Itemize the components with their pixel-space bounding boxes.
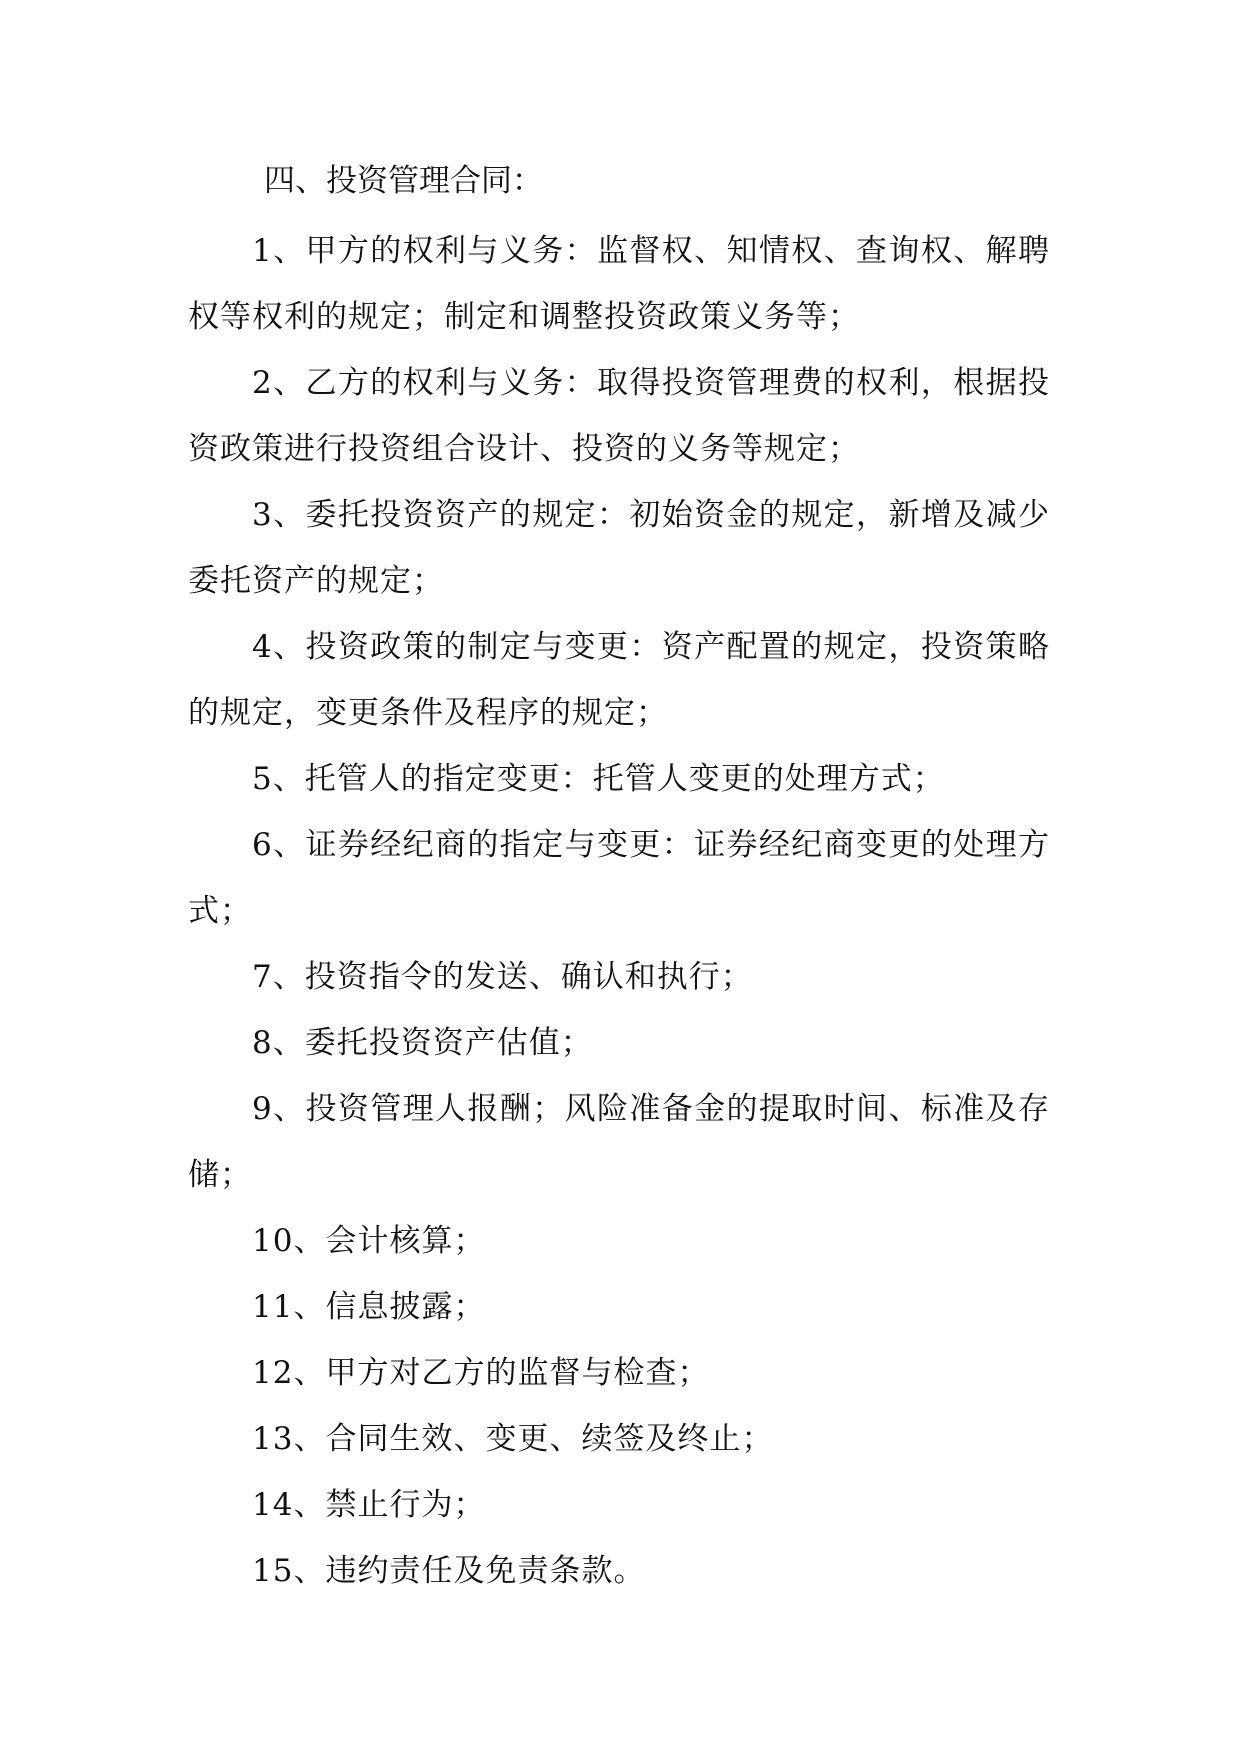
clause-5: 5、托管人的指定变更：托管人变更的处理方式；	[252, 761, 945, 797]
clause-14: 14、禁止行为；	[252, 1487, 486, 1523]
clause-6: 6、证券经纪商的指定与变更：证券经纪商变更的处理方式；	[188, 827, 1050, 929]
clause-11: 11、信息披露；	[252, 1289, 486, 1325]
clause-12: 12、甲方对乙方的监督与检查；	[252, 1355, 710, 1391]
clause-15: 15、违约责任及免责条款。	[252, 1553, 646, 1589]
clause-13: 13、合同生效、变更、续签及终止；	[252, 1421, 774, 1457]
clause-3: 3、委托投资资产的规定：初始资金的规定，新增及减少委托资产的规定；	[188, 497, 1050, 599]
clause-7: 7、投资指令的发送、确认和执行；	[252, 959, 753, 995]
clause-4: 4、投资政策的制定与变更：资产配置的规定，投资策略的规定，变更条件及程序的规定；	[188, 629, 1050, 731]
clause-1: 1、甲方的权利与义务：监督权、知情权、查询权、解聘权等权利的规定；制定和调整投资政策义务等；	[188, 233, 1050, 335]
clause-9: 9、投资管理人报酬；风险准备金的提取时间、标准及存储；	[188, 1091, 1050, 1193]
clause-10: 10、会计核算；	[252, 1223, 486, 1259]
clause-2: 2、乙方的权利与义务：取得投资管理费的权利，根据投资政策进行投资组合设计、投资的义务等规定；	[188, 365, 1050, 467]
document-body	[188, 161, 1050, 1604]
clause-8: 8、委托投资资产估值；	[252, 1025, 593, 1061]
section-heading: 四、投资管理合同：	[264, 163, 543, 199]
